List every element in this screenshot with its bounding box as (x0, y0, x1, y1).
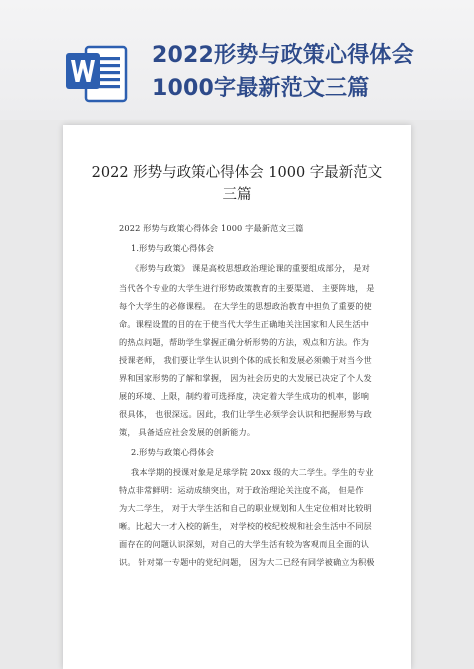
document-subtitle: 2022 形势与政策心得体会 1000 字最新范文三篇 (119, 223, 304, 233)
section-heading-1: 1.形势与政策心得体会 (131, 243, 215, 253)
section-heading-2: 2.形势与政策心得体会 (131, 447, 215, 457)
paragraph-line: 策， 具备适应社会发展的创新能力。 (119, 427, 256, 437)
paragraph-line: 面存在的问题认识深刻，对自己的大学生活有较为客观而且全面的认 (119, 539, 370, 549)
paragraph-line: 很具体， 也很深远。因此，我们让学生必须学会认识和把握形势与政 (119, 409, 372, 419)
paragraph-line: 命。课程设置的目的在于使当代大学生正确地关注国家和人民生活中 (119, 319, 370, 329)
document-heading (63, 162, 411, 206)
paragraph-line: 界和国家形势的了解和掌握， 因为社会历史的大发展已决定了个人发 (119, 373, 372, 383)
paragraph-line: 授课老师， 我们要让学生认识到个体的成长和发展必须赖于对当今世 (119, 355, 372, 365)
paragraph-line: 为大二学生， 对于大学生活和自己的职业规划和人生定位相对比较明 (119, 503, 372, 513)
paragraph-line: 特点非常鲜明：运动成绩突出，对于政治理论关注度不高， 但是作 (119, 485, 364, 495)
page-title-line-2: 1000字最新范文三篇 (152, 76, 370, 101)
document-heading-line-1: 2022 形势与政策心得体会 1000 字最新范文 (91, 165, 383, 181)
document-heading-line-2: 三篇 (222, 187, 252, 203)
paragraph-line: 《形势与政策》 课是高校思想政治理论课的重要组成部分， 是对 (131, 263, 370, 273)
paragraph-line: 每个大学生的必修课程。 在大学生的思想政治教育中担负了重要的使 (119, 301, 372, 311)
paragraph-line: 展的环境、上限，制约着可选择度，决定着大学生成功的机率，影响 (119, 391, 370, 401)
header-banner (0, 0, 474, 120)
page-title-line-1: 2022形势与政策心得体会 (152, 43, 414, 68)
paragraph-line: 晰。比起大一才入校的新生， 对学校的校纪校规和社会生活中不同层 (119, 521, 372, 531)
paragraph-line: 识。 针对第一专题中的党纪问题， 因为大二已经有同学被确立为积极 (119, 557, 375, 567)
document-page (63, 125, 411, 669)
paragraph-line: 我本学期的授课对象是足球学院 20xx 级的大二学生。学生的专业 (131, 467, 374, 477)
paragraph-line: 的热点问题，帮助学生掌握正确分析形势的方法，观点和方法。作为 (119, 337, 370, 347)
paragraph-line: 当代各个专业的大学生进行形势政策教育的主要渠道、 主要阵地， 是 (119, 283, 375, 293)
word-document-icon (64, 43, 128, 105)
